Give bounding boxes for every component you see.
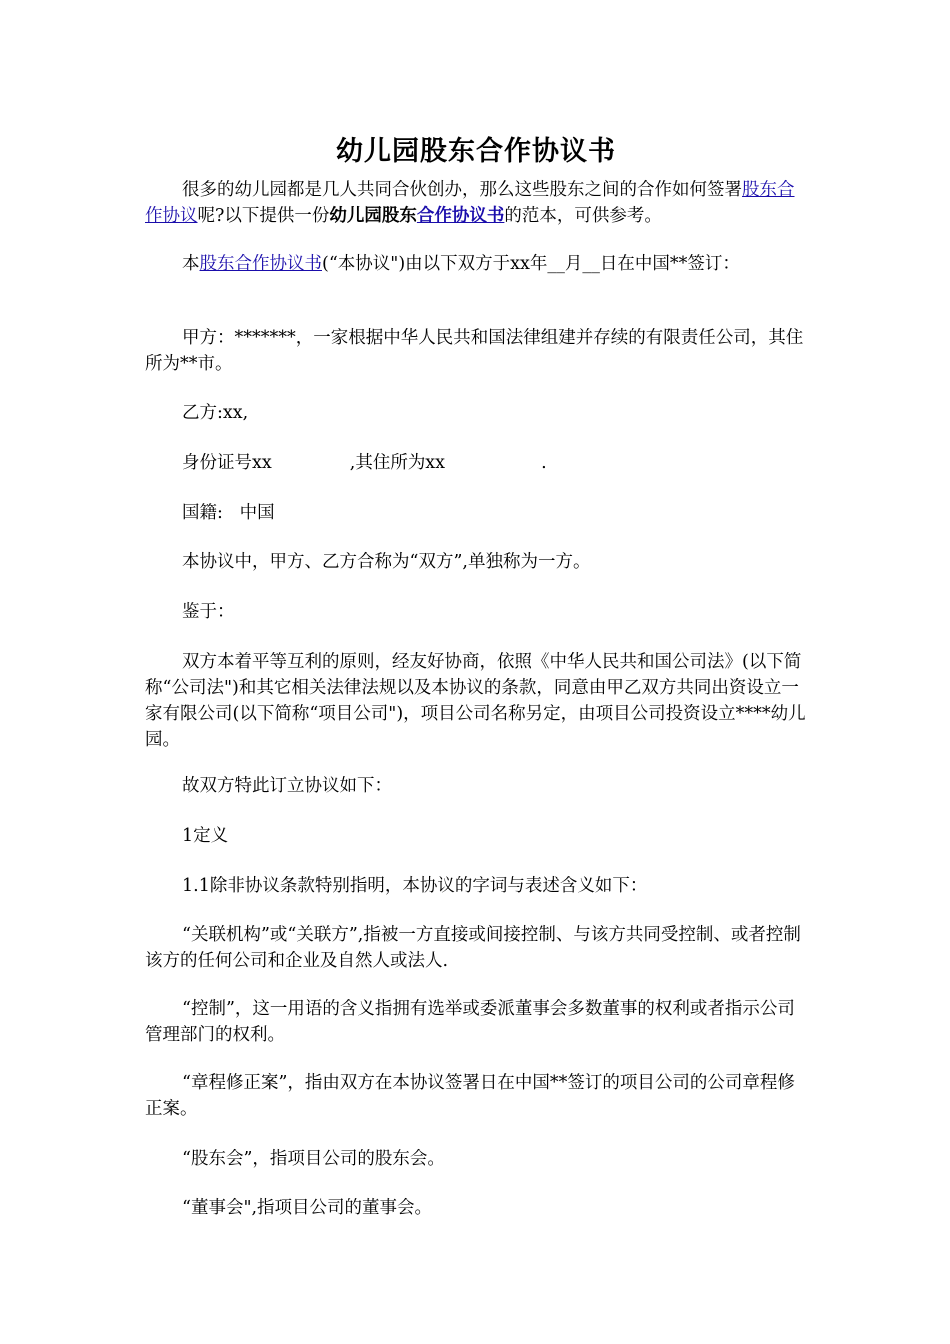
both-parties-paragraph: 本协议中，甲方、乙方合称为“双方”,单独称为一方。 xyxy=(182,552,591,572)
signing-text-2: (“本协议")由以下双方于xx年__月__日在中国**签订： xyxy=(322,254,740,274)
cooperation-agreement-link[interactable]: 合作协议书 xyxy=(416,206,505,226)
intro-bold-text: 幼儿园股东 xyxy=(329,206,417,226)
intro-text-1: 很多的幼儿园都是几人共同合伙创办，那么这些股东之间的合作如何签署 xyxy=(182,180,742,200)
definition-1-1-paragraph: 1.1除非协议条款特别指明，本协议的字词与表述含义如下： xyxy=(182,876,648,896)
purpose-paragraph: 双方本着平等互利的原则，经友好协商，依照《中华人民共和国公司法》(以下简称“公司法")和其它相关法律法规以及本协议的条款，同意由甲乙双方共同出资设立一家有限公司(以下简称“项目公司")，项目公司名称另定，由项目公司投资设立****幼儿园。 xyxy=(145,652,806,750)
party-b-paragraph: 乙方:xx, xyxy=(182,403,249,423)
id-text-2: ,其住所为xx xyxy=(349,453,446,473)
id-text-1: 身份证号xx xyxy=(182,453,272,473)
control-definition-paragraph: “控制”，这一用语的含义指拥有选举或委派董事会多数董事的权利或者指示公司管理部门的权利。 xyxy=(145,999,795,1045)
affiliate-definition-paragraph: “关联机构”或“关联方”,指被一方直接或间接控制、与该方共同受控制、或者控制该方的任何公司和企业及自然人或法人. xyxy=(145,925,801,971)
id-text-3: . xyxy=(541,453,547,473)
agree-paragraph: 故双方特此订立协议如下： xyxy=(182,776,392,796)
nationality-paragraph: 国籍: 中国 xyxy=(182,503,275,523)
intro-text-3: 的范本，可供参考。 xyxy=(504,206,662,226)
shareholder-agreement-book-link[interactable]: 股东合作协议书 xyxy=(199,254,322,274)
signing-paragraph xyxy=(145,251,807,277)
intro-paragraph xyxy=(145,177,807,229)
signing-text-1: 本 xyxy=(182,254,200,274)
intro-text-2: 呢?以下提供一份 xyxy=(197,206,330,226)
board-definition-paragraph: “董事会",指项目公司的董事会。 xyxy=(182,1198,433,1218)
party-a-paragraph: 甲方：*******，一家根据中华人民共和国法律组建并存续的有限责任公司，其住所为**市。 xyxy=(145,328,804,374)
articles-definition-paragraph: “章程修正案”，指由双方在本协议签署日在中国**签订的项目公司的公司章程修正案。 xyxy=(145,1073,795,1119)
shareholders-meeting-definition-paragraph: “股东会”，指项目公司的股东会。 xyxy=(182,1149,445,1169)
shareholder-agreement-link[interactable]: 股东合作协议 xyxy=(145,180,795,226)
id-paragraph xyxy=(145,450,807,476)
whereas-paragraph: 鉴于： xyxy=(182,602,235,622)
document-title: 幼儿园股东合作协议书 xyxy=(336,136,616,167)
definition-heading: 1定义 xyxy=(182,826,229,846)
